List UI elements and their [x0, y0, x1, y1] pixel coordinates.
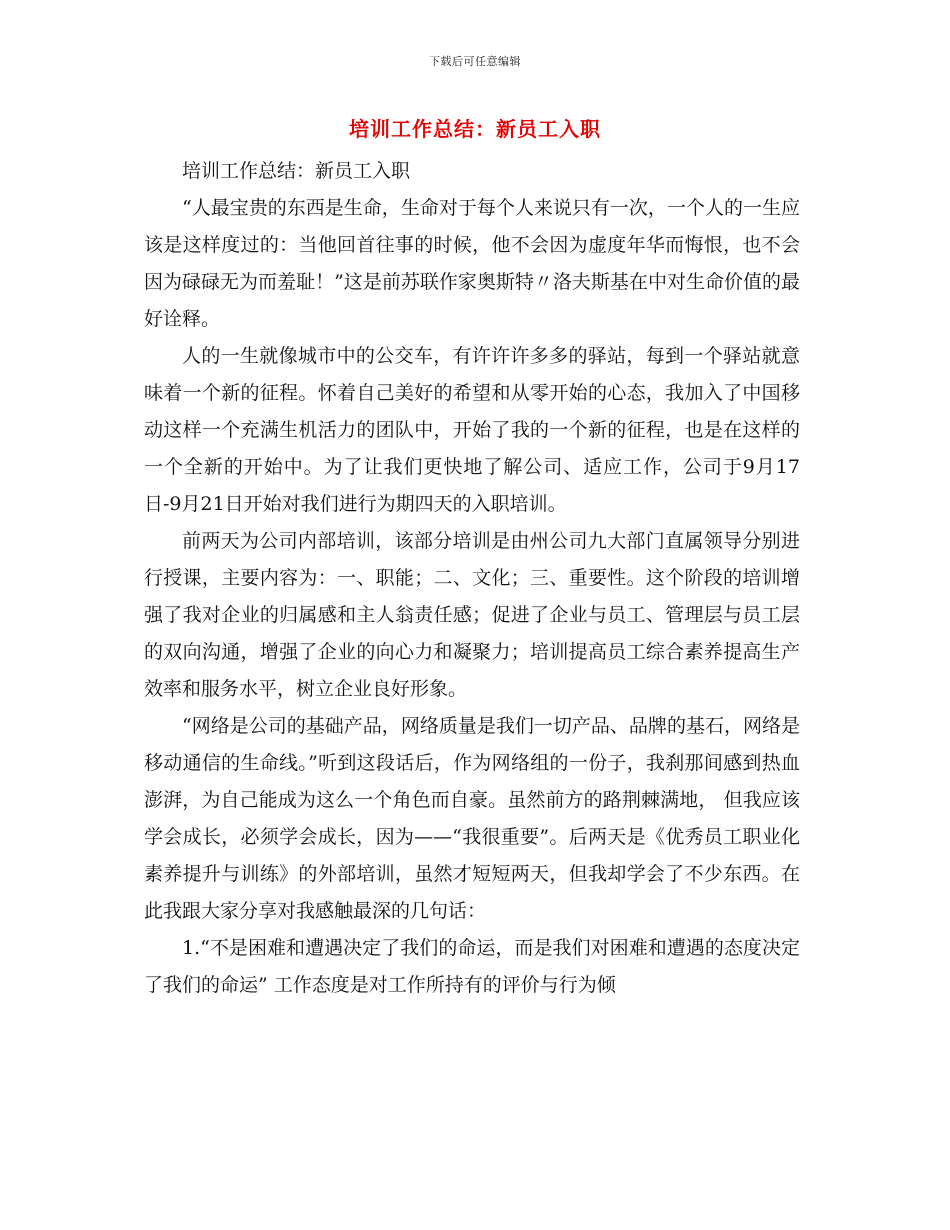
paragraph-subtitle: 培训工作总结：新员工入职 [182, 160, 411, 182]
header-note: 下载后可任意编辑 [429, 55, 521, 68]
paragraph-network-quote: “网络是公司的基础产品，网络质量是我们一切产品、品牌的基石，网络是移动通信的生命线。”听到这段话后，作为网络组的一份子，我刹那间感到热血澎湃，为自己能成为这么一个角色而自豪。虽然前方的路荆棘满地， 但我应该学会成长，必须学会成长，因为——“我很重要”。后两天是《优秀员工职业化素养提升与训练》的外部培训，虽然才短短两天，但我却学会了不少东西。在此我跟大家分享对我感触最深的几句话： [144, 715, 800, 922]
paragraph-bus-analogy: 人的一生就像城市中的公交车，有许许许多多的驿站，每到一个驿站就意味着一个新的征程。怀着自己美好的希望和从零开始的心态，我加入了中国移动这样一个充满生机活力的团队中，开始了我的一个新的征程，也是在这样的一个全新的开始中。为了让我们更快地了解公司、适应工作，公司于9月17日-9月21日开始对我们进行为期四天的入职培训。 [144, 345, 800, 515]
paragraph-point-one: 1.“不是困难和遭遇决定了我们的命运，而是我们对困难和遭遇的态度决定了我们的命运” 工作态度是对工作所持有的评价与行为倾 [144, 937, 800, 996]
document-title: 培训工作总结：新员工入职 [349, 117, 601, 141]
paragraph-quote-life: “人最宝贵的东西是生命，生命对于每个人来说只有一次，一个人的一生应该是这样度过的：当他回首往事的时候，他不会因为虚度年华而悔恨，也不会因为碌碌无为而羞耻！”这是前苏联作家奥斯特〃洛夫斯基在中对生命价值的最好诠释。 [144, 197, 800, 330]
document-body [144, 153, 800, 1004]
paragraph-internal-training: 前两天为公司内部培训，该部分培训是由州公司九大部门直属领导分别进行授课，主要内容为：一、职能；二、文化；三、重要性。这个阶段的培训增强了我对企业的归属感和主人翁责任感；促进了企业与员工、管理层与员工层的双向沟通，增强了企业的向心力和凝聚力；培训提高员工综合素养提高生产效率和服务水平，树立企业良好形象。 [144, 530, 800, 700]
